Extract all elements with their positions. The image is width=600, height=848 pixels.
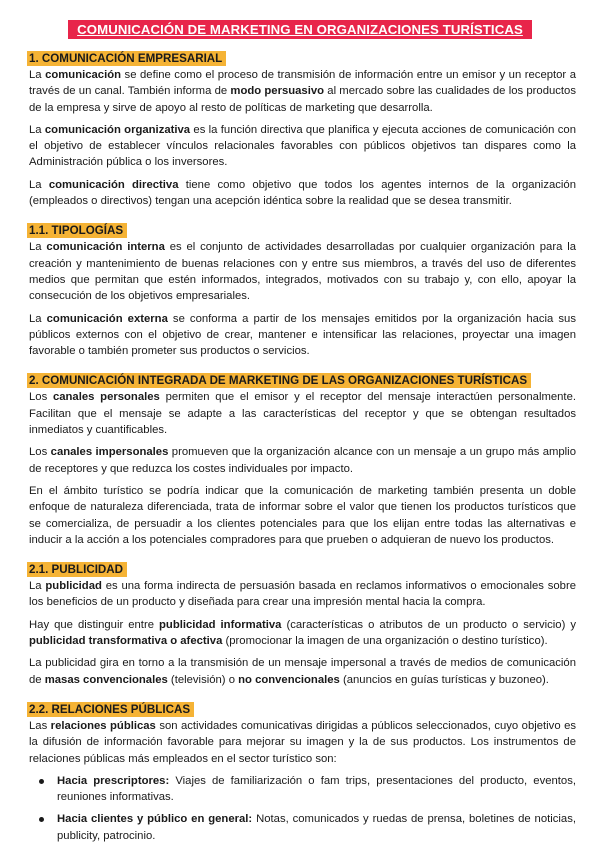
paragraph: La publicidad gira en torno a la transmisión de un mensaje impersonal a través de medios de comunicación de masas convencionales (televisión) o no convencionales (anuncios en guías turísticas y buzoneo). [29, 657, 576, 686]
paragraph: La publicidad es una forma indirecta de persuasión basada en reclamos informativos o emocionales sobre los beneficios de un producto y diseñada para crear una impresión mental hacia la compra. [29, 580, 576, 609]
document-title: COMUNICACIÓN DE MARKETING EN ORGANIZACIONES TURÍSTICAS [68, 20, 532, 39]
paragraph: La comunicación interna es el conjunto de actividades desarrolladas por cualquier organización para la creación y mantenimiento de buenas relaciones con y entre sus miembros, a través del uso de diferentes medios que permitan que estén informados, integrados, motivados con su trabajo y, con ello, apoyar la consecución de los objetivos empresariales. [29, 241, 576, 303]
paragraph: Los canales personales permiten que el emisor y el receptor del mensaje interactúen personalmente. Facilitan que el mensaje se adapte a las características del receptor y que se obtengan resultados inmediatos y cuantificables. [29, 391, 576, 437]
document-body [0, 39, 600, 844]
section-heading-relaciones-publicas: 2.2. RELACIONES PÚBLICAS [27, 702, 194, 717]
paragraph: La comunicación se define como el proceso de transmisión de información entre un emisor y un receptor a través de un canal. También informa de modo persuasivo al mercado sobre las cualidades de los productos de la empresa y sirve de apoyo al resto de políticas de marketing que desarrolla. [29, 69, 576, 114]
bullet-icon [39, 817, 44, 822]
section-heading-tipologias: 1.1. TIPOLOGÍAS [27, 223, 127, 238]
bullet-icon [39, 779, 44, 784]
paragraph: Los canales impersonales promueven que la organización alcance con un mensaje a un grupo más amplio de receptores y que reduzca los costes individuales por impacto. [29, 446, 576, 475]
section-heading-comunicacion-empresarial: 1. COMUNICACIÓN EMPRESARIAL [27, 51, 226, 66]
paragraph: Las relaciones públicas son actividades comunicativas dirigidas a públicos seleccionados, cuyo objetivo es la difusión de información favorable para mejorar su imagen y la de sus productos. Los instrumentos de relaciones públicas más empleados en el sector turístico son: [29, 719, 576, 765]
paragraph: La comunicación directiva tiene como objetivo que todos los agentes internos de la organización (empleados o directivos) tengan una acepción idéntica sobre la realidad que se desea transmitir. [29, 178, 576, 208]
list-item: Hacia clientes y público en general: Notas, comunicados y ruedas de prensa, boletines de noticias, publicity, patrocinio. [51, 811, 576, 844]
paragraph: En el ámbito turístico se podría indicar que la comunicación de marketing también presenta un doble enfoque de naturaleza diferenciada, trata de informar sobre el valor que tienen los productos turísticos que se comercializa, de persuadir a los clientes potenciales para que los elijan entre todas las alternativas e inducir a la acción a los potenciales compradores para que prueben o adquieran de nuevo los productos. [29, 484, 576, 546]
section-heading-publicidad: 2.1. PUBLICIDAD [27, 562, 127, 577]
list-item: Hacia prescriptores: Viajes de familiarización o fam trips, presentaciones del producto, eventos, reuniones informativas. [51, 773, 576, 806]
section-heading-comunicacion-integrada: 2. COMUNICACIÓN INTEGRADA DE MARKETING DE LAS ORGANIZACIONES TURÍSTICAS [27, 373, 531, 388]
paragraph: La comunicación organizativa es la función directiva que planifica y ejecuta acciones de comunicación con el objetivo de establecer vínculos relacionales favorables con públicos objetivos tan dispares como la Administración pública o los inversores. [29, 123, 576, 169]
bullet-list [29, 773, 576, 844]
paragraph: Hay que distinguir entre publicidad informativa (características o atributos de un producto o servicio) y publicidad transformativa o afectiva (promocionar la imagen de una organización o destino turístico). [29, 618, 577, 648]
paragraph: La comunicación externa se conforma a partir de los mensajes emitidos por la organización hacia sus públicos externos con el objetivo de crear, mantener e intensificar las relaciones, proyectar una imagen favorable o también prometer sus productos o servicios. [29, 312, 576, 358]
